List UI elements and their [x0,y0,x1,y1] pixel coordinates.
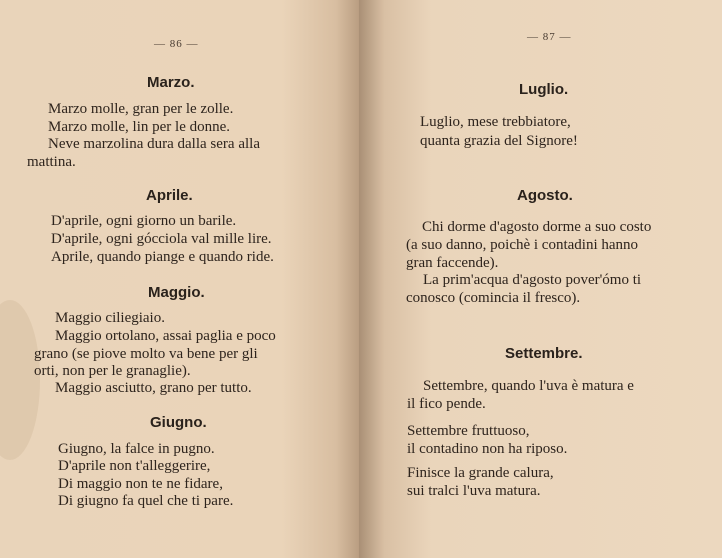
text-line: il contadino non ha riposo. [407,441,568,457]
section-title-settembre: Settembre. [505,345,583,362]
text-line: Neve marzolina dura dalla sera alla [48,136,260,152]
text-line: grano (se piove molto va bene per gli [34,346,258,362]
text-line: (a suo danno, poichè i contadini hanno [406,237,639,253]
text-line: D'aprile, ogni gócciola val mille lire. [51,231,272,247]
text-line: Luglio, mese trebbiatore, [420,114,571,130]
section-title-aprile: Aprile. [146,187,193,204]
text-line: Marzo molle, lin per le donne. [48,119,231,135]
section-title-marzo: Marzo. [147,74,195,91]
section-title-agosto: Agosto. [517,187,573,204]
text-line: mattina. [27,154,76,170]
paper-stain [0,300,40,460]
text-line: orti, non per le granaglie). [34,363,191,379]
text-line: Aprile, quando piange e quando ride. [51,249,274,265]
right-page [359,0,722,558]
text-line: gran faccende). [406,255,499,271]
text-line: Settembre fruttuoso, [407,423,530,439]
text-line: Giugno, la falce in pugno. [58,441,215,457]
section-title-giugno: Giugno. [150,414,207,431]
text-line: conosco (comincia il fresco). [406,290,581,306]
text-line: Di giugno fa quel che ti pare. [58,493,234,509]
section-title-maggio: Maggio. [148,284,205,301]
text-line: Maggio ortolano, assai paglia e poco [55,328,276,344]
text-line: Chi dorme d'agosto dorme a suo costo [422,219,652,235]
text-line: sui tralci l'uva matura. [407,483,541,499]
text-line: Finisce la grande calura, [407,465,554,481]
page-number: — 86 — [154,38,199,50]
text-line: Maggio asciutto, grano per tutto. [55,380,252,396]
text-line: Settembre, quando l'uva è matura e [423,378,634,394]
text-line: Maggio ciliegiaio. [55,310,165,326]
section-title-luglio: Luglio. [519,81,569,98]
text-line: D'aprile, ogni giorno un barile. [51,213,237,229]
text-line: La prim'acqua d'agosto pover'ómo ti [423,272,642,288]
text-line: D'aprile non t'alleggerire, [58,458,211,474]
text-line: Marzo molle, gran per le zolle. [48,101,234,117]
text-line: Di maggio non te ne fidare, [58,476,223,492]
text-line: quanta grazia del Signore! [420,133,578,149]
text-line: il fico pende. [407,396,486,412]
page-number: — 87 — [527,31,572,43]
